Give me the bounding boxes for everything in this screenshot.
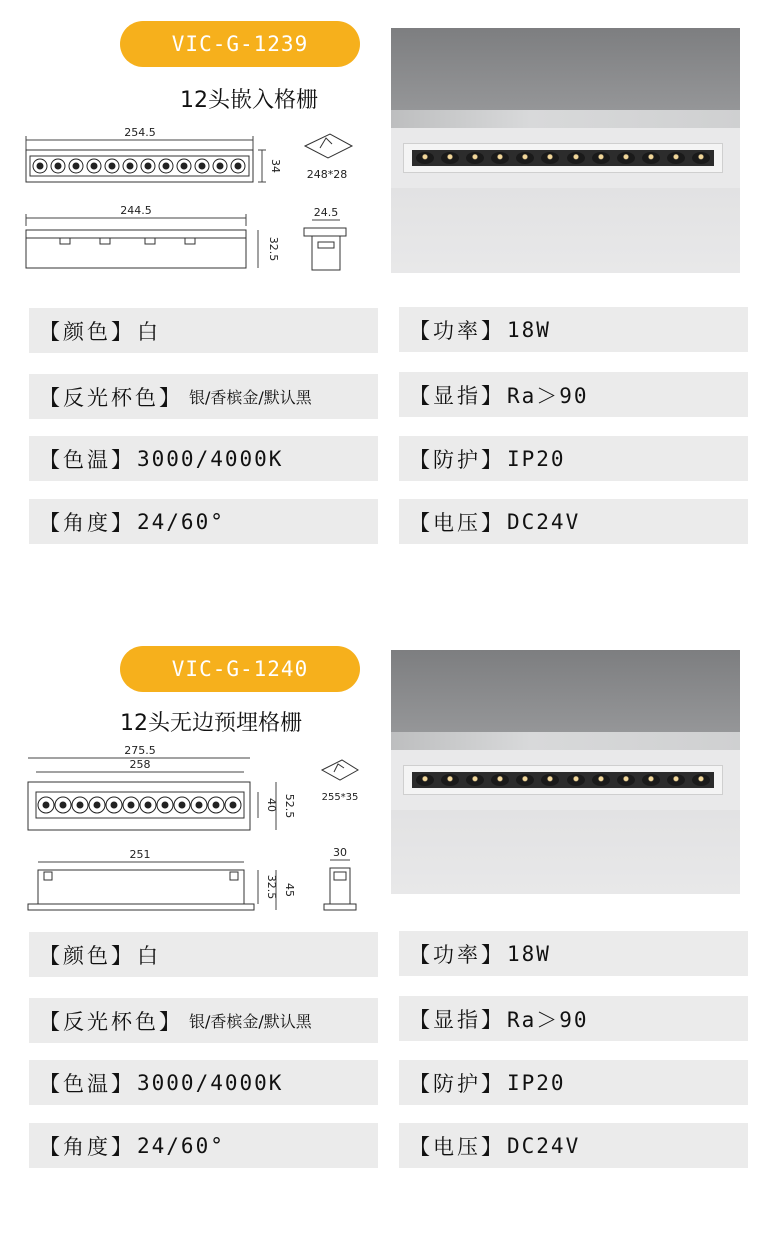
dim-top-height-inner: 40 [265, 798, 278, 812]
spec-power: 【功率】 18W [399, 307, 748, 352]
product-photo [391, 28, 740, 273]
spec-cri: 【显指】 Ra＞90 [399, 996, 748, 1041]
dim-top-inner-width: 258 [129, 758, 151, 771]
spec-voltage: 【电压】 DC24V [399, 499, 748, 544]
product-photo [391, 650, 740, 894]
dim-end-width: 30 [333, 846, 347, 859]
dim-top-outer-width: 275.5 [124, 744, 156, 757]
spec-color-temp: 【色温】 3000/4000K [29, 436, 378, 481]
spec-angle: 【角度】 24/60° [29, 499, 378, 544]
spec-color-temp: 【色温】 3000/4000K [29, 1060, 378, 1105]
dim-cutout: 255*35 [321, 792, 359, 803]
dimension-drawing [0, 120, 380, 280]
dim-end-width: 24.5 [313, 206, 339, 219]
dim-side-width: 244.5 [120, 204, 152, 217]
spec-protection: 【防护】 IP20 [399, 1060, 748, 1105]
spec-reflector-color: 【反光杯色】 银/香槟金/默认黑 [29, 998, 378, 1043]
model-badge: VIC-G-1239 [120, 21, 360, 67]
dim-cutout: 248*28 [306, 168, 348, 181]
spec-protection: 【防护】 IP20 [399, 436, 748, 481]
dim-side-height: 32.5 [267, 236, 280, 262]
dim-side-width: 251 [129, 848, 151, 861]
spec-power: 【功率】 18W [399, 931, 748, 976]
spec-angle: 【角度】 24/60° [29, 1123, 378, 1168]
spec-color: 【颜色】 白 [29, 308, 378, 353]
spec-voltage: 【电压】 DC24V [399, 1123, 748, 1168]
dim-top-width: 254.5 [124, 126, 156, 139]
product-subtitle: 12头嵌入格栅 [180, 88, 318, 113]
dim-side-height-inner: 32.5 [265, 874, 278, 900]
spec-cri: 【显指】 Ra＞90 [399, 372, 748, 417]
dim-top-height-outer: 52.5 [283, 793, 296, 819]
dim-top-height: 34 [269, 159, 282, 173]
spec-reflector-color: 【反光杯色】 银/香槟金/默认黑 [29, 374, 378, 419]
product-subtitle: 12头无边预埋格栅 [120, 711, 302, 736]
dim-side-height-outer: 45 [283, 883, 296, 897]
dimension-drawing [0, 744, 380, 919]
spec-color: 【颜色】 白 [29, 932, 378, 977]
product-section-2 [0, 624, 780, 1224]
product-section-1 [0, 0, 780, 590]
model-badge: VIC-G-1240 [120, 646, 360, 692]
